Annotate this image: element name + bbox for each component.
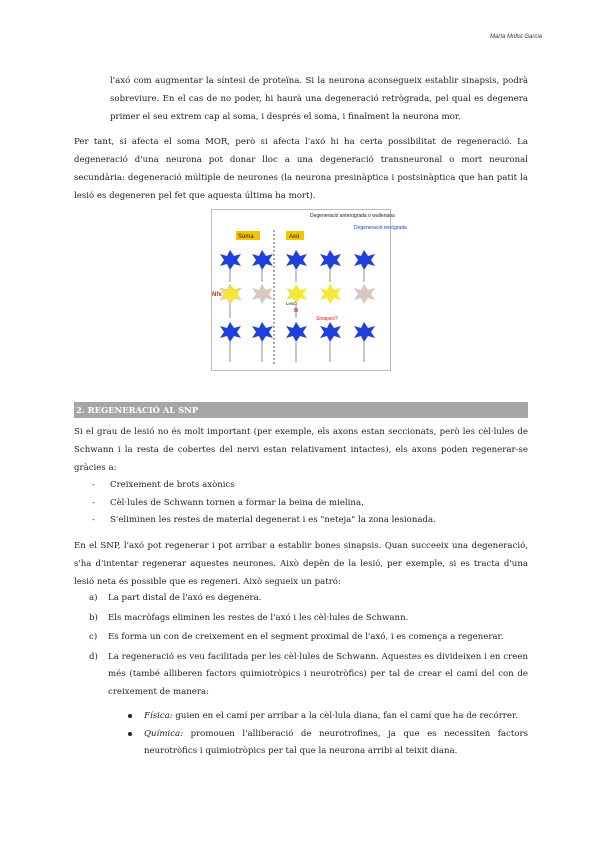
neuron-2-5: [354, 284, 375, 304]
list-item: - Creixement de brots axònics: [92, 477, 528, 495]
neuron-3-5: [354, 322, 375, 342]
regeneration-steps-list: [74, 590, 528, 703]
neurons-row-2: [212, 284, 375, 322]
axo-label: Axó: [289, 234, 300, 240]
nfx-label: Nfx: [212, 292, 222, 298]
list-item: Física: guien en el camí per arribar a la cèl·lula diana, fan el camí que ha de recórrer.: [124, 708, 528, 726]
neuron-degeneration-figure: [211, 209, 407, 371]
neuron-1-5: [354, 250, 375, 270]
list-item: c) Es forma un con de creixement en el segment proximal de l'axó, i es comença a regenerar.: [89, 632, 504, 642]
paragraph-regeneration-intro: Si el grau de lesió no és molt important (per exemple, els axons estan seccionats, però les cèl·lules de Schwann i la resta de cobertes del nervi estan relativament intactes), els axons poden regenerar-se gràcies a:: [74, 427, 528, 473]
lesion-label: Lesió: [286, 301, 297, 306]
neuron-1-4: [320, 250, 341, 270]
neuron-1-2: [252, 250, 273, 270]
top-paragraph: l'axó com augmentar la síntesi de proteïna. Si la neurona aconsegueix establir sinapsis, podrà sobreviure. En el cas de no poder, hi haurà una degeneració retrògrada, pel qual es degenera primer el seu extrem cap al soma, i després el soma, i finalment la neurona mor.: [110, 76, 528, 122]
neuron-3-3: [286, 322, 307, 342]
synapse-label: Sinapsis?: [316, 316, 338, 322]
neuron-2-1: [220, 284, 241, 304]
page-header-author: Marta Molist Garcia: [489, 34, 542, 40]
retrograde-label: Degeneració retrògrada: [354, 225, 407, 231]
list-item: - Cèl·lules de Schwann tornen a formar la beina de mielina,: [92, 495, 528, 513]
neuron-3-1: [220, 322, 241, 342]
neuron-2-2: [252, 284, 273, 304]
schwann-guidance-list: [124, 708, 528, 761]
paragraph-snp: En el SNP, l'axó pot regenerar i pot arribar a establir bones sinapsis. Quan succeeix una degeneració, s'ha d'intentar regenerar aquestes neurones. Això depèn de la lesió, per exemple, si es tracta d'una lesió neta és possible que es regeneri. Això segueix un patró:: [74, 541, 528, 587]
neuron-3-4: [320, 322, 341, 342]
soma-label: Soma: [238, 234, 254, 240]
paragraph-soma-axo: Per tant, si afecta el soma MOR, però si afecta l'axó hi ha certa possibilitat de regeneració. La degeneració d'una neurona pot donar lloc a una degeneració transneuronal o mort neuronal secundària: degeneració múltiple de neurones (la neurona presinàptica i postsinàptica que han patit la lesió es degeneren pel fet que aquesta última ha mort).: [74, 137, 528, 201]
neurons-row-3: [220, 322, 375, 362]
list-item: a) La part distal de l'axó es degenera.: [89, 593, 262, 603]
neuron-1-1: [220, 250, 241, 270]
neuron-2-4: [320, 284, 341, 304]
neuron-3-2: [252, 322, 273, 342]
wallerian-label: Degeneració anterograda o walleriana: [310, 213, 395, 219]
list-item: Química: promouen l'alliberació de neurotrofines, ja que es necessiten factors neurotròfics i quimiotròpics per tal que la neurona arribi al teixit diana.: [124, 726, 528, 761]
list-item: - S'eliminen les restes de material degenerat i es "neteja" la zona lesionada.: [92, 512, 528, 530]
bullet-icon: [128, 714, 132, 718]
section-heading: 2. REGENERACIÓ AL SNP: [74, 402, 528, 418]
list-item: d) La regeneració es veu facilitada per les cèl·lules de Schwann. Aquestes es divideixen i en creen més (també alliberen factors quimiotròpics i neurotròfics) per tal de crear el camí del con de creixement de manera:: [89, 651, 528, 697]
bullet-icon: [128, 732, 132, 736]
neurons-row-1: [220, 250, 375, 282]
neuron-1-3: [286, 250, 307, 270]
regeneration-factors-list: [92, 477, 528, 530]
list-item: b) Els macròfags eliminen les restes de l'axó i les cèl·lules de Schwann.: [89, 612, 409, 623]
